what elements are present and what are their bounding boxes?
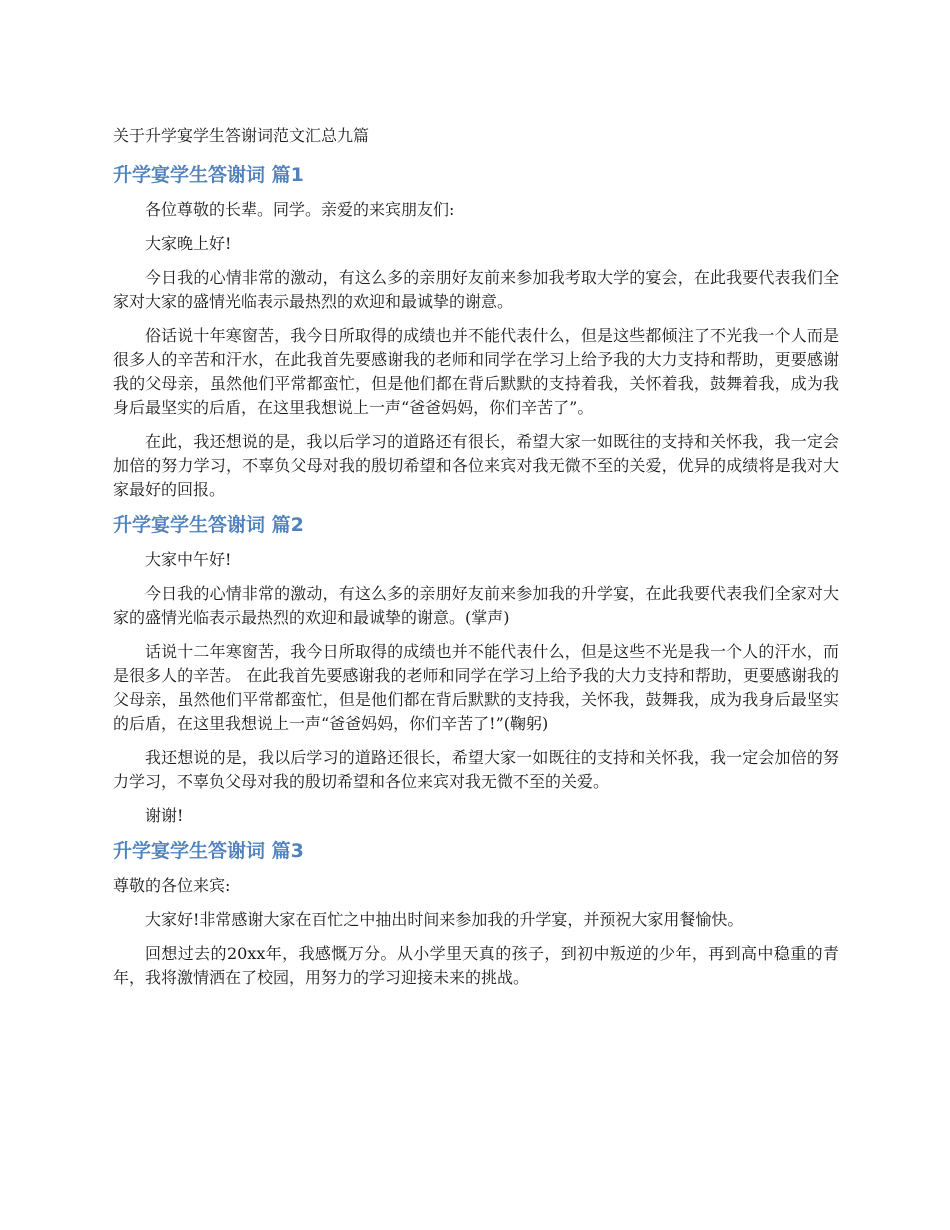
section-heading: 升学宴学生答谢词 篇1 [113,164,304,186]
paragraph: 今日我的心情非常的激动，有这么多的亲朋好友前来参加我考取大学的宴会，在此我要代表我们全家对大家的盛情光临表示最热烈的欢迎和最诚挚的谢意。 [113,268,839,311]
section-1 [113,162,839,502]
paragraph: 回想过去的20xx年，我感慨万分。从小学里天真的孩子，到初中叛逆的少年，再到高中稳重的青年，我将激情洒在了校园，用努力的学习迎接未来的挑战。 [113,944,839,987]
salutation: 尊敬的各位来宾: [113,876,231,895]
paragraph: 今日我的心情非常的激动，有这么多的亲朋好友前来参加我的升学宴，在此我要代表我们全家对大家的盛情光临表示最热烈的欢迎和最诚挚的谢意。(掌声) [113,584,839,627]
paragraph: 大家好!非常感谢大家在百忙之中抽出时间来参加我的升学宴，并预祝大家用餐愉快。 [145,910,744,929]
section-3 [113,838,839,990]
paragraph: 我还想说的是，我以后学习的道路还很长，希望大家一如既往的支持和关怀我，我一定会加倍的努力学习，不辜负父母对我的殷切希望和各位来宾对我无微不至的关爱。 [113,748,839,791]
paragraph: 在此，我还想说的是，我以后学习的道路还有很长，希望大家一如既往的支持和关怀我，我一定会加倍的努力学习，不辜负父母对我的殷切希望和各位来宾对我无微不至的关爱，优异的成绩将是我对大家最好的回报。 [113,432,839,499]
section-heading: 升学宴学生答谢词 篇3 [113,840,304,862]
paragraph: 大家中午好! [145,550,232,569]
paragraph: 俗话说十年寒窗苦，我今日所取得的成绩也并不能代表什么，但是这些都倾注了不光我一个人而是很多人的辛苦和汗水，在此我首先要感谢我的老师和同学在学习上给予我的大力支持和帮助，更要感谢我的父母亲，虽然他们平常都蛮忙，但是他们都在背后默默的支持着我，关怀着我，鼓舞着我，成为我身后最坚实的后盾，在这里我想说上一声“爸爸妈妈，你们辛苦了”。 [113,326,839,417]
paragraph: 话说十二年寒窗苦，我今日所取得的成绩也并不能代表什么，但是这些不光是我一个人的汗水，而是很多人的辛苦。 在此我首先要感谢我的老师和同学在学习上给予我的大力支持和帮助，更要感谢我的父母亲，虽然他们平常都蛮忙，但是他们都在背后默默的支持我，关怀我，鼓舞我，成为我身后最坚实的后盾，在这里我想说上一声“爸爸妈妈，你们辛苦了!”(鞠躬) [113,642,839,733]
paragraph: 各位尊敬的长辈。同学。亲爱的来宾朋友们: [145,200,455,219]
document-body [113,124,839,1000]
paragraph: 大家晚上好! [145,234,232,253]
paragraph: 谢谢! [145,806,184,825]
document-title: 关于升学宴学生答谢词范文汇总九篇 [113,126,370,145]
section-2 [113,512,839,828]
section-heading: 升学宴学生答谢词 篇2 [113,514,304,536]
